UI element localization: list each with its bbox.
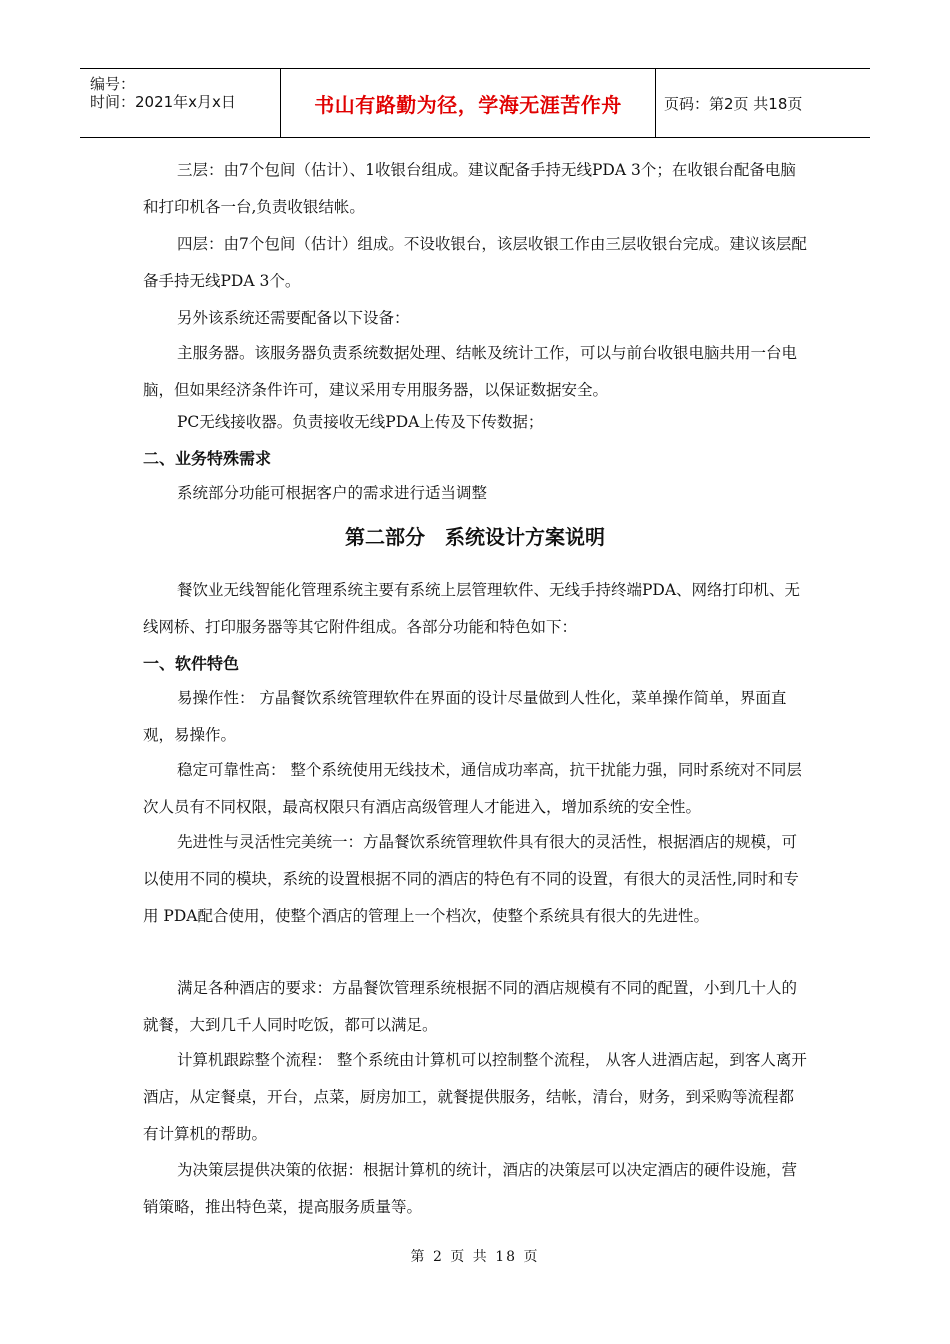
motto-text: 书山有路勤为径，学海无涯苦作舟 xyxy=(314,92,622,117)
part-two-title: 第二部分 系统设计方案说明 xyxy=(345,525,605,549)
paragraph-system-overview: 餐饮业无线智能化管理系统主要有系统上层管理软件、无线手持终端PDA、网络打印机、无线网桥、打印服务器等其它附件组成。各部分功能和特色如下： xyxy=(143,581,801,636)
paragraph-business-needs: 系统部分功能可根据客户的需求进行适当调整 xyxy=(177,484,488,502)
heading-business-needs: 二、业务特殊需求 xyxy=(143,449,272,468)
paragraph-flexibility: 先进性与灵活性完美统一：方晶餐饮系统管理软件具有很大的灵活性，根据酒店的规模，可以使用不同的模块，系统的设置根据不同的酒店的特色有不同的设置，有很大的灵活性,同时和专用 PDA配合使用，使整个酒店的管理上一个档次，使整个系统具有很大的先进性。 xyxy=(143,833,799,925)
header-page-info: 页码：第2页 共18页 xyxy=(664,94,803,113)
date-line: 时间：2021年x月x日 xyxy=(90,93,236,111)
heading-software-features: 一、软件特色 xyxy=(143,654,240,673)
paragraph-floor-three: 三层：由7个包间（估计）、1收银台组成。建议配备手持无线PDA 3个；在收银台配备电脑和打印机各一台,负责收银结帐。 xyxy=(143,161,796,216)
number-label: 编号： xyxy=(90,75,136,93)
header-motto xyxy=(280,69,656,137)
paragraph-pc-receiver: PC无线接收器。负责接收无线PDA上传及下传数据； xyxy=(177,413,544,431)
paragraph-hotel-requirements: 满足各种酒店的要求：方晶餐饮管理系统根据不同的酒店规模有不同的配置，小到几十人的就餐，大到几千人同时吃饭，都可以满足。 xyxy=(143,979,798,1034)
page-footer: 第 2 页 共 18 页 xyxy=(410,1249,540,1265)
paragraph-reliability: 稳定可靠性高： 整个系统使用无线技术，通信成功率高，抗干扰能力强，同时系统对不同层次人员有不同权限，最高权限只有酒店高级管理人才能进入，增加系统的安全性。 xyxy=(143,761,802,816)
paragraph-process-tracking: 计算机跟踪整个流程： 整个系统由计算机可以控制整个流程， 从客人进酒店起，到客人离开酒店，从定餐桌，开台，点菜，厨房加工，就餐提供服务，结帐，清台，财务，到采购等流程都有计算机的帮助。 xyxy=(143,1051,807,1143)
header-meta xyxy=(80,69,280,137)
paragraph-equipment-intro: 另外该系统还需要配备以下设备： xyxy=(177,309,410,327)
page-header xyxy=(80,68,870,138)
paragraph-floor-four: 四层：由7个包间（估计）组成。不设收银台，该层收银工作由三层收银台完成。建议该层配备手持无线PDA 3个。 xyxy=(143,235,807,290)
paragraph-decision-support: 为决策层提供决策的依据：根据计算机的统计，酒店的决策层可以决定酒店的硬件设施，营销策略，推出特色菜，提高服务质量等。 xyxy=(143,1161,798,1216)
paragraph-ease-of-use: 易操作性： 方晶餐饮系统管理软件在界面的设计尽量做到人性化，菜单操作简单，界面直观，易操作。 xyxy=(143,689,787,744)
paragraph-main-server: 主服务器。该服务器负责系统数据处理、结帐及统计工作，可以与前台收银电脑共用一台电脑，但如果经济条件许可，建议采用专用服务器，以保证数据安全。 xyxy=(143,344,798,399)
